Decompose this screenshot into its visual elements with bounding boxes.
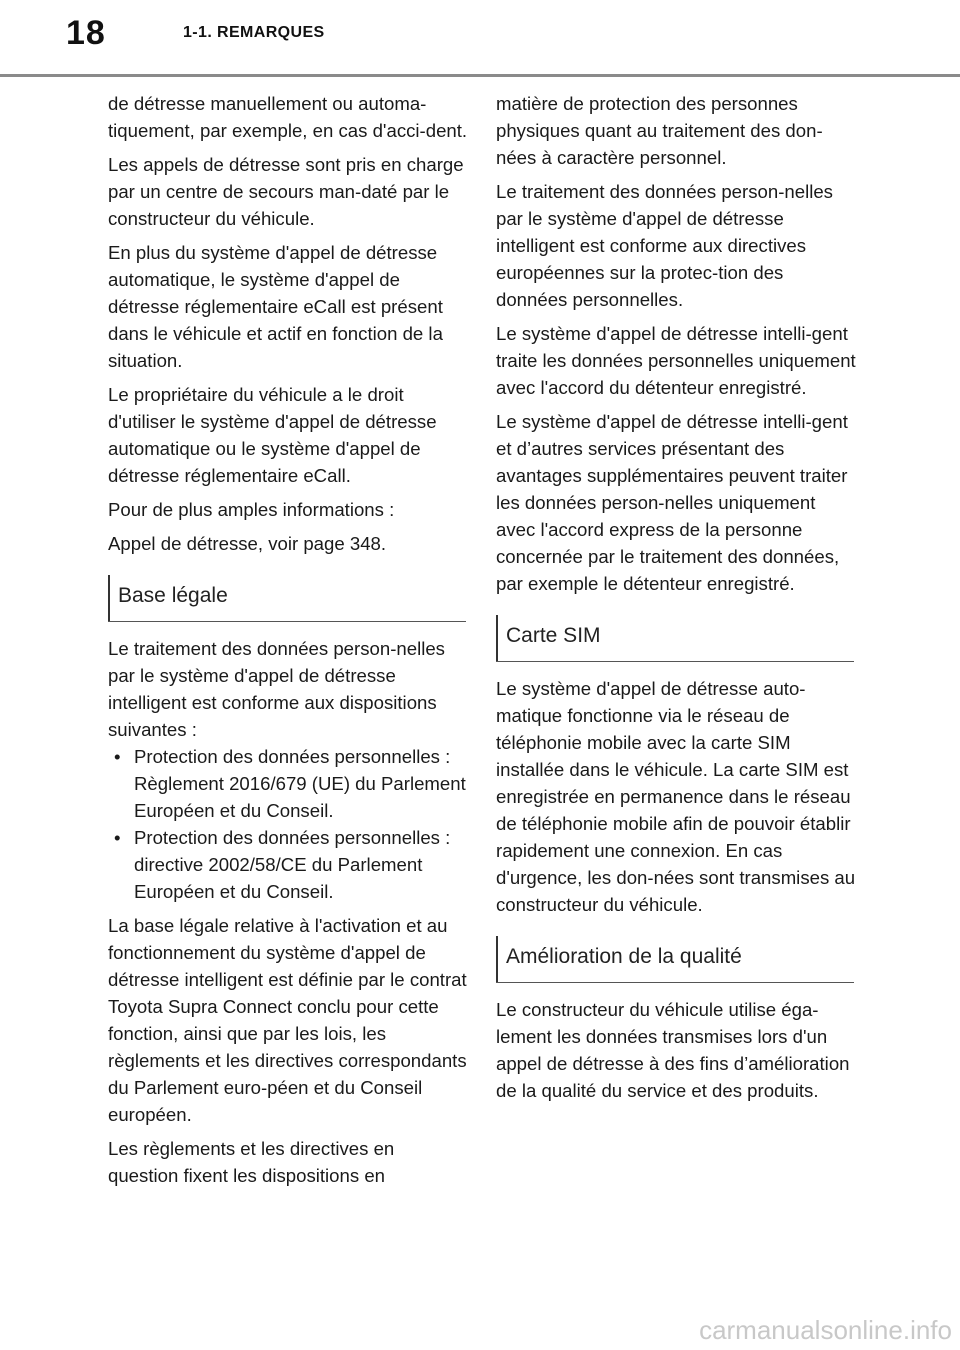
paragraph: Le système d'appel de détresse intelli-gent traite les données personnelles uniquement avec l'accord du détenteur enregistré. <box>496 323 856 398</box>
page-header <box>0 0 960 80</box>
list-item: • Protection des données personnelles : Règlement 2016/679 (UE) du Parlement Européen et du Conseil. <box>108 743 468 824</box>
paragraph: Le traitement des données person-nelles par le système d'appel de détresse intelligent est conforme aux directives européennes sur la protec-tion des données personnelles. <box>496 181 833 310</box>
heading-base-legale <box>108 575 468 617</box>
heading-carte-sim <box>496 615 856 657</box>
paragraph: Le système d'appel de détresse auto-matique fonctionne via le réseau de téléphonie mobile avec la carte SIM installée dans le véhicule. La carte SIM est enregistrée en permanence dans le réseau de téléphonie mobile afin de pouvoir établir rapidement une connexion. En cas d'urgence, les don-nées sont transmises au constructeur du véhicule. <box>496 678 856 915</box>
paragraph: Le traitement des données person-nelles par le système d'appel de détresse intelligent est conforme aux dispositions suivantes : <box>108 638 445 740</box>
paragraph: Pour de plus amples informations : <box>108 499 395 520</box>
paragraph: Le système d'appel de détresse intelli-gent et d’autres services présentant des avantages supplémentaires peuvent traiter les données person-nelles uniquement avec l'accord express de la personne concernée par le traitement des données, par exemple le détenteur enregistré. <box>496 411 848 594</box>
heading-amelioration-qualite <box>496 936 856 978</box>
heading-label: Carte SIM <box>506 624 601 647</box>
heading-label: Amélioration de la qualité <box>506 945 742 968</box>
paragraph: Les règlements et les directives en question fixent les dispositions en <box>108 1138 395 1186</box>
heading-label: Base légale <box>118 584 228 607</box>
paragraph: Les appels de détresse sont pris en charge par un centre de secours man-daté par le constructeur du véhicule. <box>108 154 464 229</box>
paragraph: La base légale relative à l'activation et au fonctionnement du système d'appel de détresse intelligent est définie par le contrat Toyota Supra Connect conclu pour cette fonction, ainsi que par les lois, les règlements et les directives correspondants du Parlement euro-péen et du Conseil européen. <box>108 915 467 1125</box>
right-column <box>496 90 856 1111</box>
left-column <box>108 90 468 1196</box>
paragraph: Le constructeur du véhicule utilise éga-lement les données transmises lors d'un appel de détresse à des fins d’amélioration de la qualité du service et des produits. <box>496 999 850 1101</box>
section-title: 1-1. REMARQUES <box>183 24 325 41</box>
list-item: • Protection des données personnelles : directive 2002/58/CE du Parlement Européen et du Conseil. <box>108 824 468 905</box>
paragraph: En plus du système d'appel de détresse automatique, le système d'appel de détresse réglementaire eCall est présent dans le véhicule et actif en fonction de la situation. <box>108 242 443 371</box>
bullet-list <box>108 743 468 905</box>
watermark-text: carmanualsonline.info <box>699 1315 952 1345</box>
paragraph: de détresse manuellement ou automa-tiquement, par exemple, en cas d'acci-dent. <box>108 93 468 141</box>
header-divider <box>0 74 960 77</box>
paragraph: matière de protection des personnes physiques quant au traitement des don-nées à caractère personnel. <box>496 93 823 168</box>
paragraph: Le propriétaire du véhicule a le droit d'utiliser le système d'appel de détresse automatique ou le système d'appel de détresse réglementaire eCall. <box>108 384 437 486</box>
page-number: 18 <box>66 14 106 52</box>
paragraph: Appel de détresse, voir page 348. <box>108 533 387 554</box>
